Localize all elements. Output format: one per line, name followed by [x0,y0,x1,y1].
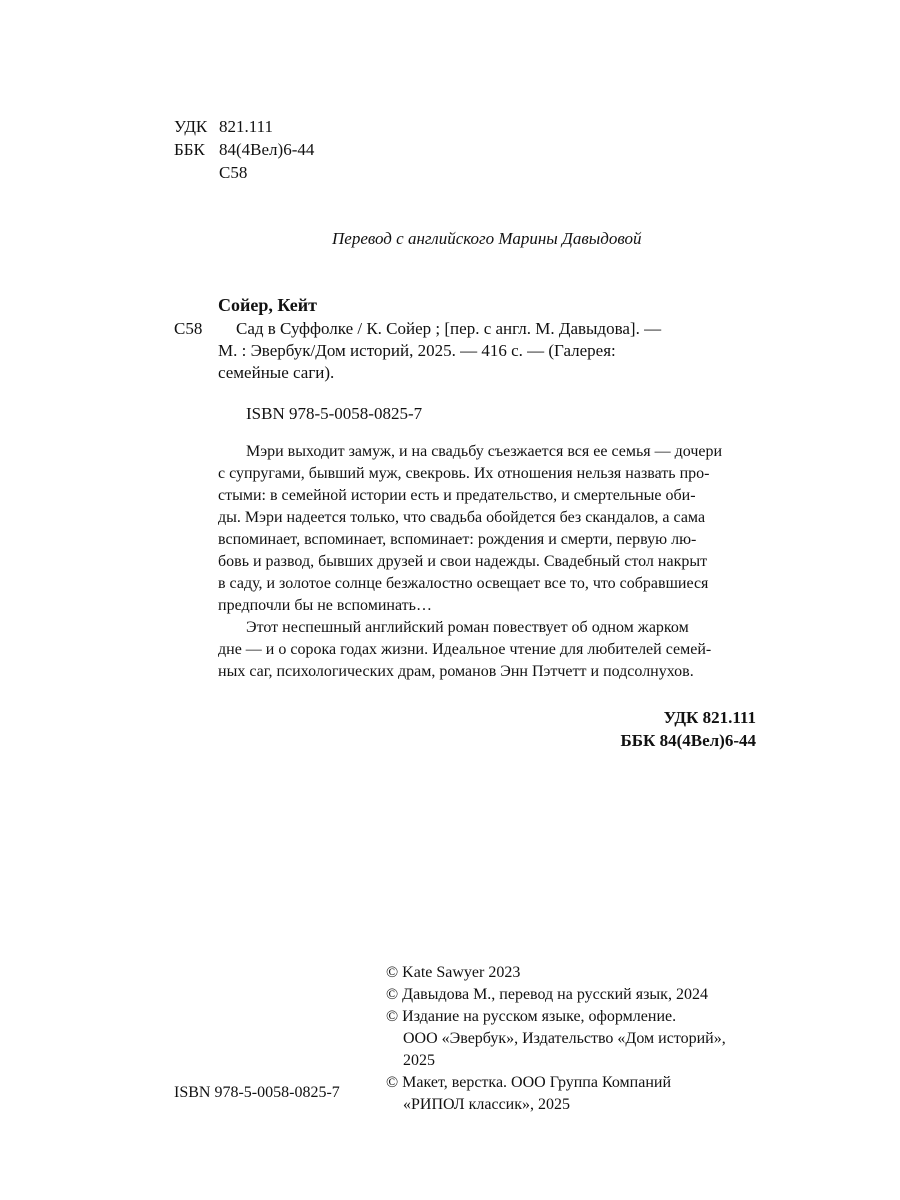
author-mark: С58 [174,319,203,338]
isbn-bottom: ISBN 978-5-0058-0825-7 [174,1084,340,1101]
udk-value: 821.111 [219,117,273,136]
copyright-line: © Давыдова М., перевод на русский язык, 2024 [386,986,708,1003]
bbk-row [174,139,314,161]
udk-bottom: УДК 821.111 [663,708,756,727]
bbk-label: ББК [174,140,205,159]
copyright-line: © Kate Sawyer 2023 [386,964,521,981]
bbk-bottom: ББК 84(4Вел)6-44 [620,731,756,750]
description-line: Сад в Суффолке / К. Сойер ; [пер. с англ. М. Давыдова]. — [236,319,662,338]
annotation-line: бовь и развод, бывших друзей и свои надежды. Свадебный стол накрыт [218,553,708,570]
copyright-line: ООО «Эвербук», Издательство «Дом историй», [403,1030,726,1047]
bbk-value: 84(4Вел)6-44 [219,140,315,159]
copyright-line: © Макет, верстка. ООО Группа Компаний [386,1074,672,1091]
udk-row [174,116,273,138]
copyright-line: 2025 [403,1052,435,1069]
annotation-line: ных саг, психологических драм, романов Энн Пэтчетт и подсолнухов. [218,663,694,680]
description-line: семейные саги). [218,363,335,382]
annotation-line: дне — и о сорока годах жизни. Идеальное чтение для любителей семей- [218,641,712,658]
annotation-line: в саду, и золотое солнце безжалостно освещает все то, что собравшиеся [218,575,709,592]
annotation-line: вспоминает, вспоминает, вспоминает: рождения и смерти, первую лю- [218,531,697,548]
copyright-line: «РИПОЛ классик», 2025 [403,1096,571,1113]
udk-label: УДК [174,117,208,136]
translator-note: Перевод с английского Марины Давыдовой [332,229,642,248]
description-line: М. : Эвербук/Дом историй, 2025. — 416 с. — (Галерея: [218,341,616,360]
isbn-record: ISBN 978-5-0058-0825-7 [246,404,423,423]
author-heading: Сойер, Кейт [218,295,317,315]
copyright-line: © Издание на русском языке, оформление. [386,1008,677,1025]
annotation-line: Этот неспешный английский роман повествует об одном жарком [246,619,689,636]
annotation-line: с супругами, бывший муж, свекровь. Их отношения нельзя назвать про- [218,465,710,482]
annotation-line: предпочли бы не вспоминать… [218,597,432,614]
annotation-line: ды. Мэри надеется только, что свадьба обойдется без скандалов, а сама [218,509,706,526]
annotation-line: стыми: в семейной истории есть и предательство, и смертельные оби- [218,487,696,504]
annotation-line: Мэри выходит замуж, и на свадьбу съезжается вся ее семья — дочери [246,443,723,460]
author-mark-top: С58 [219,163,248,182]
